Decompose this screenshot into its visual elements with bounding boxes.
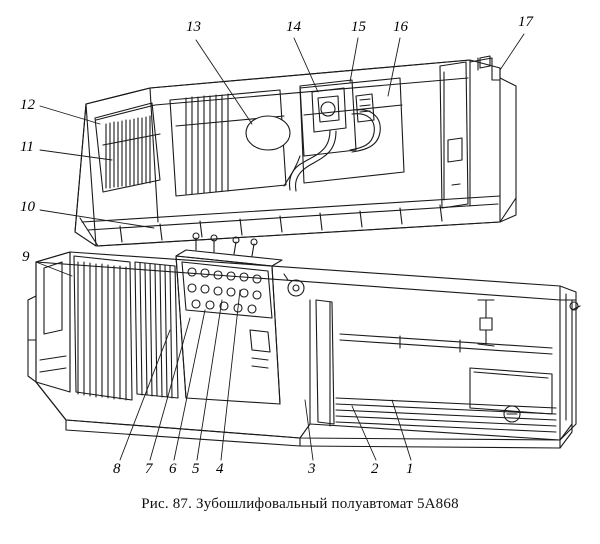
callout-label-6: 6 <box>169 461 177 477</box>
callout-label-11: 11 <box>20 139 34 155</box>
callout-label-9: 9 <box>22 249 30 265</box>
callout-label-4: 4 <box>216 461 224 477</box>
callout-label-8: 8 <box>113 461 121 477</box>
callout-label-1: 1 <box>406 461 414 477</box>
callout-label-2: 2 <box>371 461 379 477</box>
callout-label-15: 15 <box>351 19 366 35</box>
figure-caption: Рис. 87. Зубошлифовальный полуавтомат 5А868 <box>141 496 459 512</box>
callout-label-17: 17 <box>518 14 533 30</box>
callout-label-12: 12 <box>20 97 35 113</box>
callout-label-14: 14 <box>286 19 301 35</box>
callout-label-13: 13 <box>186 19 201 35</box>
callout-label-16: 16 <box>393 19 408 35</box>
callout-label-5: 5 <box>192 461 200 477</box>
callout-label-7: 7 <box>145 461 153 477</box>
callout-label-10: 10 <box>20 199 35 215</box>
callout-label-3: 3 <box>308 461 316 477</box>
